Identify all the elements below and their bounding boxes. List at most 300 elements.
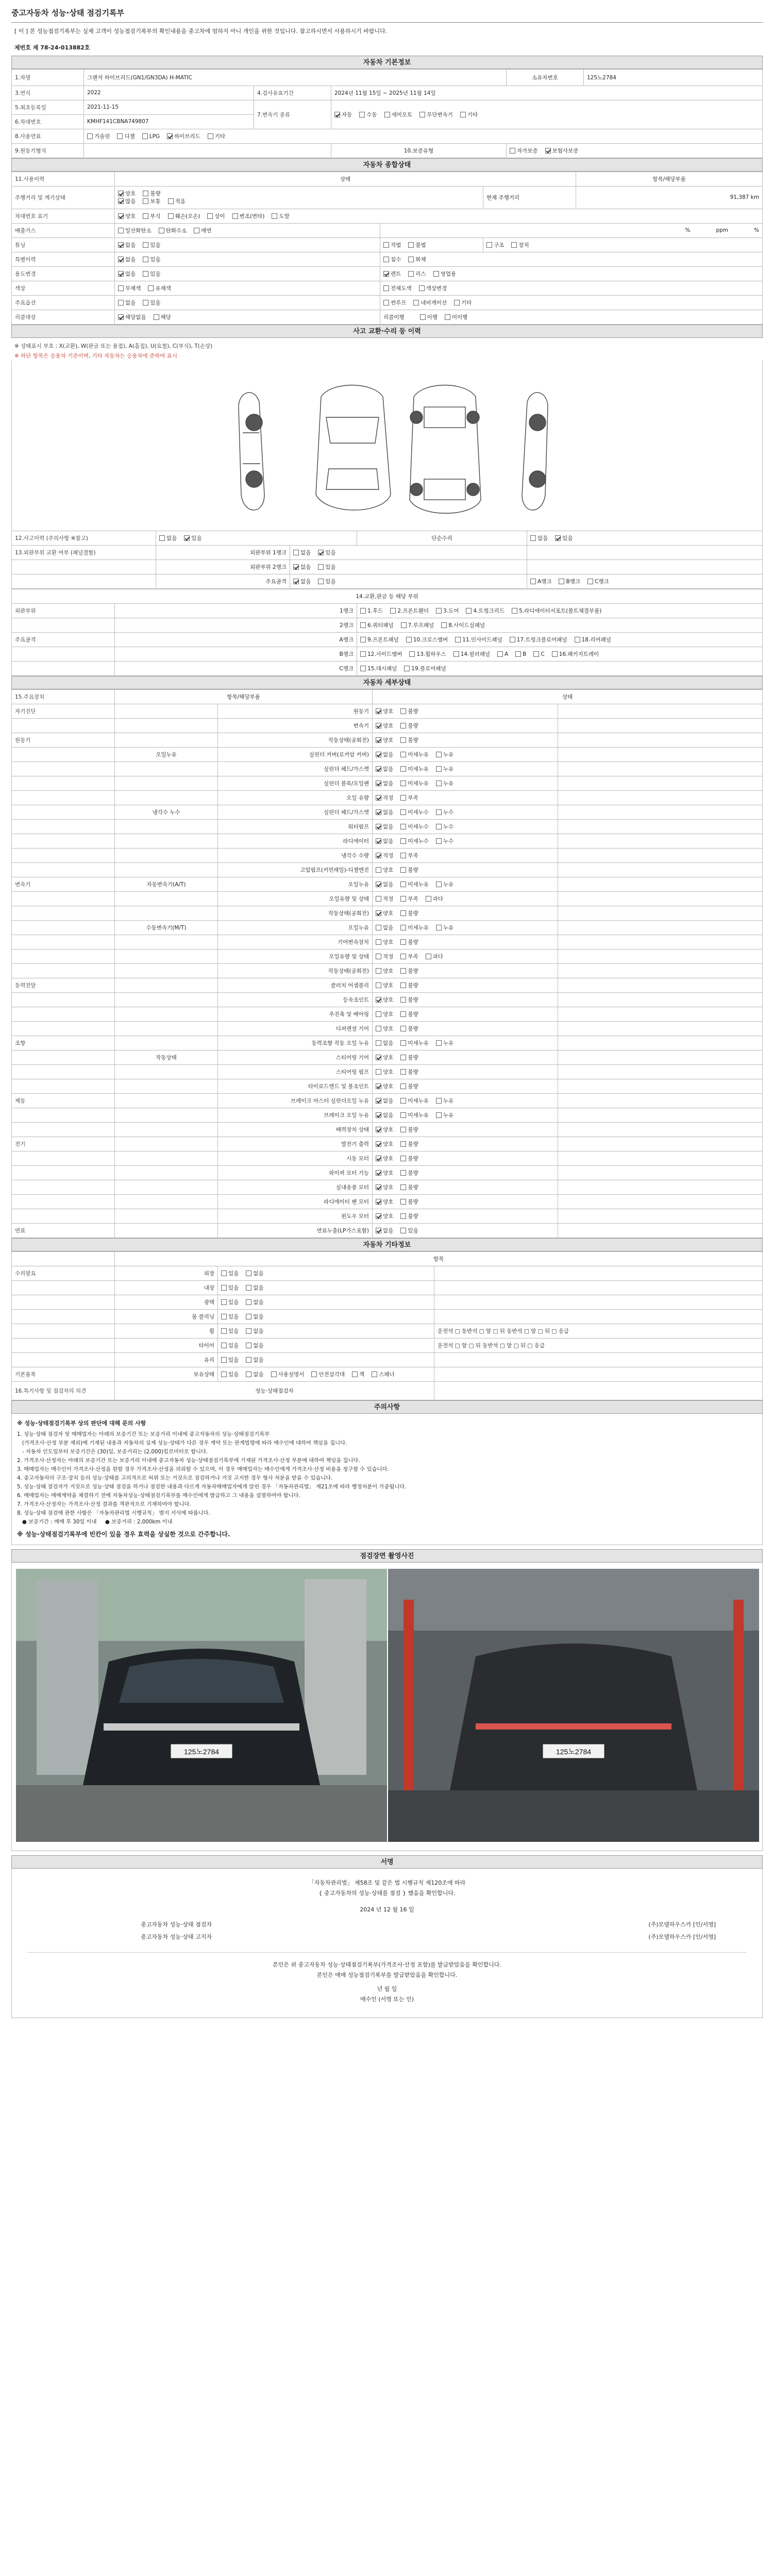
- damage-rank-option[interactable]: [559, 579, 580, 585]
- overall-right-option[interactable]: [511, 242, 529, 248]
- detail-options[interactable]: [373, 920, 558, 935]
- checkbox[interactable]: [118, 213, 124, 219]
- detail-options[interactable]: [373, 877, 558, 891]
- detail-options[interactable]: [373, 733, 558, 747]
- detail-option[interactable]: [376, 1055, 393, 1061]
- damage-option[interactable]: [159, 535, 177, 541]
- overall-option[interactable]: [143, 213, 160, 219]
- checkbox[interactable]: [221, 1270, 227, 1276]
- overall-sub-option[interactable]: [408, 271, 426, 277]
- detail-options[interactable]: [373, 1007, 558, 1021]
- checkbox[interactable]: [376, 982, 381, 988]
- part-option[interactable]: [360, 666, 397, 672]
- checkbox[interactable]: [376, 1141, 381, 1147]
- checkbox[interactable]: [376, 867, 381, 873]
- checkbox[interactable]: [400, 1083, 406, 1089]
- overall-option[interactable]: [118, 300, 136, 306]
- checkbox[interactable]: [376, 1026, 381, 1031]
- detail-option[interactable]: [376, 1228, 393, 1234]
- checkbox[interactable]: [271, 1371, 277, 1377]
- checkbox[interactable]: [400, 867, 406, 873]
- checkbox[interactable]: [510, 637, 515, 642]
- detail-options[interactable]: [373, 992, 558, 1007]
- part-option[interactable]: [360, 651, 402, 657]
- checkbox[interactable]: [87, 133, 93, 139]
- checkbox[interactable]: [376, 1127, 381, 1132]
- checkbox[interactable]: [383, 285, 389, 291]
- overall-option[interactable]: [118, 314, 146, 320]
- detail-option[interactable]: [426, 954, 443, 960]
- checkbox[interactable]: [318, 564, 324, 570]
- detail-option[interactable]: [376, 752, 393, 758]
- overall-sub-option[interactable]: [419, 285, 447, 292]
- checkbox[interactable]: [460, 112, 466, 117]
- detail-options[interactable]: [373, 1122, 558, 1137]
- checkbox[interactable]: [168, 198, 174, 204]
- detail-options[interactable]: [373, 718, 558, 733]
- part-option[interactable]: [441, 622, 485, 629]
- checkbox[interactable]: [221, 1371, 227, 1377]
- checkbox[interactable]: [436, 882, 442, 887]
- checkbox[interactable]: [376, 838, 381, 844]
- detail-option[interactable]: [376, 1156, 393, 1162]
- checkbox[interactable]: [419, 112, 425, 117]
- fuel-options-option[interactable]: [117, 133, 135, 140]
- other-option[interactable]: [271, 1371, 305, 1378]
- checkbox[interactable]: [400, 708, 406, 714]
- checkbox[interactable]: [511, 242, 517, 248]
- checkbox[interactable]: [575, 637, 580, 642]
- checkbox[interactable]: [400, 997, 406, 1003]
- detail-option[interactable]: [436, 838, 453, 844]
- checkbox[interactable]: [400, 1199, 406, 1205]
- part-options[interactable]: [357, 603, 763, 618]
- checkbox[interactable]: [409, 651, 415, 657]
- part-option[interactable]: [466, 608, 505, 614]
- overall-option[interactable]: [143, 242, 160, 248]
- overall-option[interactable]: [118, 257, 136, 263]
- part-option[interactable]: [406, 637, 448, 643]
- detail-option[interactable]: [436, 766, 453, 772]
- overall-option[interactable]: [118, 191, 136, 197]
- part-options[interactable]: [357, 618, 763, 632]
- checkbox[interactable]: [419, 285, 425, 291]
- detail-option[interactable]: [400, 1170, 418, 1176]
- checkbox[interactable]: [400, 809, 406, 815]
- checkbox[interactable]: [246, 1357, 251, 1363]
- transmission-options-option[interactable]: [460, 112, 478, 118]
- overall-options[interactable]: [115, 238, 380, 252]
- overall-option[interactable]: [168, 213, 200, 219]
- checkbox[interactable]: [118, 271, 124, 277]
- other-option[interactable]: [246, 1314, 263, 1320]
- checkbox[interactable]: [376, 925, 381, 930]
- detail-option[interactable]: [400, 1184, 418, 1191]
- detail-options[interactable]: [373, 906, 558, 920]
- checkbox[interactable]: [376, 795, 381, 801]
- checkbox[interactable]: [400, 1055, 406, 1060]
- checkbox[interactable]: [515, 651, 521, 657]
- checkbox[interactable]: [159, 535, 165, 541]
- checkbox[interactable]: [311, 1371, 317, 1377]
- detail-options[interactable]: [373, 963, 558, 978]
- checkbox[interactable]: [246, 1343, 251, 1348]
- overall-sub-option[interactable]: [408, 257, 426, 263]
- notifier-name[interactable]: (주)모델하우스카 [인/서명]: [648, 1933, 716, 1940]
- overall-sub-option[interactable]: [383, 300, 406, 306]
- checkbox[interactable]: [143, 198, 148, 204]
- detail-option[interactable]: [400, 1055, 418, 1061]
- checkbox[interactable]: [400, 1228, 406, 1233]
- detail-option[interactable]: [426, 896, 443, 902]
- checkbox[interactable]: [334, 112, 340, 117]
- overall-sub-options[interactable]: [380, 295, 763, 310]
- inspector-name[interactable]: (주)모델하우스카 [인/서명]: [648, 1921, 716, 1928]
- damage-rank-options[interactable]: [527, 574, 763, 588]
- checkbox[interactable]: [400, 1011, 406, 1017]
- checkbox[interactable]: [221, 1357, 227, 1363]
- detail-option[interactable]: [400, 1127, 418, 1133]
- overall-options[interactable]: [115, 252, 380, 266]
- checkbox[interactable]: [376, 896, 381, 902]
- checkbox[interactable]: [400, 1069, 406, 1075]
- detail-option[interactable]: [376, 1199, 393, 1205]
- checkbox[interactable]: [441, 622, 447, 628]
- checkbox[interactable]: [359, 112, 365, 117]
- other-options[interactable]: [218, 1367, 434, 1381]
- checkbox[interactable]: [376, 752, 381, 757]
- checkbox[interactable]: [207, 213, 213, 219]
- overall-sub-option[interactable]: [420, 314, 438, 320]
- detail-option[interactable]: [376, 1011, 393, 1018]
- overall-right-option[interactable]: [486, 242, 504, 248]
- checkbox[interactable]: [376, 1055, 381, 1060]
- detail-option[interactable]: [376, 939, 393, 945]
- checkbox[interactable]: [142, 133, 148, 139]
- checkbox[interactable]: [400, 752, 406, 757]
- checkbox[interactable]: [168, 213, 174, 219]
- detail-options[interactable]: [373, 848, 558, 862]
- overall-options[interactable]: [115, 310, 380, 324]
- checkbox[interactable]: [293, 579, 299, 584]
- overall-option[interactable]: [168, 198, 186, 205]
- detail-options[interactable]: [373, 1108, 558, 1122]
- checkbox[interactable]: [400, 896, 406, 902]
- overall-sub-option[interactable]: [408, 242, 426, 248]
- part-option[interactable]: [533, 651, 544, 657]
- checkbox[interactable]: [406, 637, 412, 642]
- checkbox[interactable]: [400, 1098, 406, 1104]
- checkbox[interactable]: [376, 1069, 381, 1075]
- checkbox[interactable]: [376, 781, 381, 786]
- overall-option[interactable]: [232, 213, 265, 219]
- checkbox[interactable]: [376, 1156, 381, 1161]
- part-option[interactable]: [436, 608, 459, 614]
- checkbox[interactable]: [376, 1098, 381, 1104]
- damage-option[interactable]: [318, 550, 335, 556]
- checkbox[interactable]: [400, 1026, 406, 1031]
- detail-option[interactable]: [376, 1040, 393, 1046]
- checkbox[interactable]: [376, 766, 381, 772]
- checkbox[interactable]: [376, 809, 381, 815]
- detail-option[interactable]: [400, 882, 429, 888]
- checkbox[interactable]: [376, 968, 381, 974]
- detail-options[interactable]: [373, 1194, 558, 1209]
- checkbox[interactable]: [445, 314, 450, 320]
- checkbox[interactable]: [360, 637, 366, 642]
- other-options[interactable]: [218, 1266, 434, 1280]
- checkbox[interactable]: [400, 723, 406, 728]
- fuel-options-option[interactable]: [208, 133, 225, 140]
- other-option[interactable]: [352, 1371, 364, 1378]
- checkbox[interactable]: [545, 148, 551, 154]
- checkbox[interactable]: [400, 1127, 406, 1132]
- detail-options[interactable]: [373, 776, 558, 790]
- other-option[interactable]: [221, 1299, 239, 1306]
- overall-options[interactable]: [115, 223, 380, 238]
- detail-options[interactable]: [373, 1151, 558, 1165]
- warranty-options-option[interactable]: [510, 148, 538, 154]
- checkbox[interactable]: [426, 896, 431, 902]
- detail-option[interactable]: [400, 708, 418, 715]
- overall-sub-option[interactable]: [413, 300, 447, 306]
- overall-option[interactable]: [194, 228, 211, 234]
- checkbox[interactable]: [400, 795, 406, 801]
- checkbox[interactable]: [118, 191, 124, 196]
- detail-option[interactable]: [400, 1040, 429, 1046]
- checkbox[interactable]: [400, 982, 406, 988]
- checkbox[interactable]: [221, 1285, 227, 1291]
- checkbox[interactable]: [512, 608, 517, 614]
- checkbox[interactable]: [372, 1371, 377, 1377]
- part-option[interactable]: [497, 651, 508, 657]
- checkbox[interactable]: [143, 257, 148, 262]
- detail-option[interactable]: [400, 723, 418, 729]
- checkbox[interactable]: [159, 228, 164, 233]
- damage-options[interactable]: [156, 531, 357, 545]
- checkbox[interactable]: [510, 148, 515, 154]
- overall-sub-options[interactable]: [380, 281, 763, 295]
- checkbox[interactable]: [436, 1098, 442, 1104]
- checkbox[interactable]: [154, 314, 159, 320]
- other-option[interactable]: [246, 1285, 263, 1291]
- detail-options[interactable]: [373, 747, 558, 761]
- overall-options[interactable]: [115, 295, 380, 310]
- checkbox[interactable]: [246, 1270, 251, 1276]
- checkbox[interactable]: [400, 1213, 406, 1219]
- checkbox[interactable]: [352, 1371, 358, 1377]
- checkbox[interactable]: [376, 954, 381, 959]
- checkbox[interactable]: [293, 550, 299, 555]
- other-option[interactable]: [221, 1285, 239, 1291]
- inspection-photo-front[interactable]: [16, 1569, 387, 1842]
- damage-options[interactable]: [290, 574, 527, 588]
- checkbox[interactable]: [383, 257, 389, 262]
- overall-option[interactable]: [118, 228, 152, 234]
- detail-option[interactable]: [376, 1184, 393, 1191]
- detail-options[interactable]: [373, 1137, 558, 1151]
- checkbox[interactable]: [408, 257, 414, 262]
- checkbox[interactable]: [376, 882, 381, 887]
- checkbox[interactable]: [400, 853, 406, 858]
- overall-option[interactable]: [272, 213, 289, 219]
- checkbox[interactable]: [587, 579, 593, 584]
- detail-option[interactable]: [376, 838, 393, 844]
- checkbox[interactable]: [376, 1170, 381, 1176]
- detail-options[interactable]: [373, 949, 558, 963]
- detail-options[interactable]: [373, 790, 558, 805]
- detail-options[interactable]: [373, 1180, 558, 1194]
- part-option[interactable]: [360, 608, 383, 614]
- damage-rank-options[interactable]: [527, 545, 763, 560]
- detail-options[interactable]: [373, 1050, 558, 1064]
- detail-option[interactable]: [376, 1170, 393, 1176]
- checkbox[interactable]: [118, 300, 124, 306]
- checkbox[interactable]: [400, 1170, 406, 1176]
- other-option[interactable]: [311, 1371, 345, 1378]
- damage-right-options[interactable]: [527, 531, 763, 545]
- overall-option[interactable]: [118, 271, 136, 277]
- buyer-signature[interactable]: 매수인 (서명 또는 인): [360, 1996, 414, 2003]
- checkbox[interactable]: [376, 737, 381, 743]
- checkbox[interactable]: [400, 838, 406, 844]
- checkbox[interactable]: [118, 242, 124, 248]
- detail-option[interactable]: [400, 939, 418, 945]
- detail-option[interactable]: [376, 997, 393, 1003]
- damage-rank-option[interactable]: [530, 579, 551, 585]
- part-option[interactable]: [453, 651, 490, 657]
- detail-option[interactable]: [376, 968, 393, 974]
- detail-option[interactable]: [376, 925, 393, 931]
- overall-option[interactable]: [207, 213, 225, 219]
- part-option[interactable]: [401, 622, 434, 629]
- detail-options[interactable]: [373, 834, 558, 848]
- checkbox[interactable]: [530, 579, 536, 584]
- detail-option[interactable]: [400, 1141, 418, 1147]
- checkbox[interactable]: [376, 1213, 381, 1219]
- detail-option[interactable]: [436, 1098, 453, 1104]
- detail-option[interactable]: [376, 1141, 393, 1147]
- checkbox[interactable]: [118, 198, 124, 204]
- transmission-options[interactable]: [331, 100, 763, 129]
- checkbox[interactable]: [376, 723, 381, 728]
- checkbox[interactable]: [246, 1285, 251, 1291]
- checkbox[interactable]: [246, 1299, 251, 1305]
- part-option[interactable]: [409, 651, 446, 657]
- detail-option[interactable]: [400, 954, 418, 960]
- inspection-photo-rear[interactable]: [388, 1569, 759, 1842]
- other-option[interactable]: [221, 1328, 239, 1334]
- checkbox[interactable]: [376, 853, 381, 858]
- detail-option[interactable]: [400, 781, 429, 787]
- checkbox[interactable]: [221, 1328, 227, 1334]
- checkbox[interactable]: [466, 608, 472, 614]
- checkbox[interactable]: [400, 954, 406, 959]
- detail-options[interactable]: [373, 1021, 558, 1036]
- checkbox[interactable]: [436, 1040, 442, 1046]
- overall-options[interactable]: [115, 209, 763, 223]
- checkbox[interactable]: [552, 651, 558, 657]
- detail-option[interactable]: [376, 809, 393, 816]
- damage-right-option[interactable]: [530, 535, 548, 541]
- detail-option[interactable]: [376, 766, 393, 772]
- detail-option[interactable]: [376, 781, 393, 787]
- other-option[interactable]: [246, 1270, 263, 1277]
- other-options[interactable]: [218, 1295, 434, 1309]
- detail-option[interactable]: [400, 1069, 418, 1075]
- detail-option[interactable]: [436, 752, 453, 758]
- checkbox[interactable]: [383, 300, 389, 306]
- other-options[interactable]: [218, 1280, 434, 1295]
- part-option[interactable]: [390, 608, 429, 614]
- overall-option[interactable]: [118, 213, 136, 219]
- overall-sub-option[interactable]: [433, 271, 456, 277]
- other-option[interactable]: [246, 1299, 263, 1306]
- checkbox[interactable]: [400, 910, 406, 916]
- part-option[interactable]: [515, 651, 526, 657]
- checkbox[interactable]: [455, 637, 461, 642]
- part-option[interactable]: [510, 637, 567, 643]
- checkbox[interactable]: [221, 1343, 227, 1348]
- overall-sub-option[interactable]: [383, 285, 412, 292]
- part-option[interactable]: [360, 637, 399, 643]
- damage-option[interactable]: [293, 564, 311, 570]
- other-option[interactable]: [221, 1314, 239, 1320]
- checkbox[interactable]: [404, 666, 410, 671]
- detail-option[interactable]: [400, 968, 418, 974]
- overall-option[interactable]: [118, 285, 141, 292]
- detail-option[interactable]: [436, 781, 453, 787]
- part-option[interactable]: [404, 666, 446, 672]
- checkbox[interactable]: [184, 535, 190, 541]
- checkbox[interactable]: [118, 257, 124, 262]
- checkbox[interactable]: [413, 300, 419, 306]
- checkbox[interactable]: [555, 535, 561, 541]
- checkbox[interactable]: [486, 242, 492, 248]
- checkbox[interactable]: [420, 314, 426, 320]
- checkbox[interactable]: [400, 781, 406, 786]
- detail-option[interactable]: [376, 982, 393, 989]
- checkbox[interactable]: [118, 285, 124, 291]
- checkbox[interactable]: [318, 579, 324, 584]
- checkbox[interactable]: [318, 550, 324, 555]
- checkbox[interactable]: [208, 133, 213, 139]
- checkbox[interactable]: [401, 622, 407, 628]
- overall-sub-option[interactable]: [454, 300, 472, 306]
- checkbox[interactable]: [454, 300, 460, 306]
- detail-option[interactable]: [400, 853, 418, 859]
- other-option[interactable]: [246, 1357, 263, 1363]
- checkbox[interactable]: [436, 925, 442, 930]
- checkbox[interactable]: [426, 954, 431, 959]
- detail-option[interactable]: [436, 1112, 453, 1118]
- checkbox[interactable]: [400, 1184, 406, 1190]
- detail-option[interactable]: [376, 1127, 393, 1133]
- overall-option[interactable]: [154, 314, 171, 320]
- checkbox[interactable]: [360, 666, 366, 671]
- overall-sub-option[interactable]: [383, 242, 401, 248]
- detail-option[interactable]: [400, 1156, 418, 1162]
- part-option[interactable]: [360, 622, 394, 629]
- checkbox[interactable]: [117, 133, 123, 139]
- overall-option[interactable]: [118, 242, 136, 248]
- detail-options[interactable]: [373, 1079, 558, 1093]
- detail-options[interactable]: [373, 761, 558, 776]
- detail-option[interactable]: [400, 982, 418, 989]
- detail-options[interactable]: [373, 891, 558, 906]
- checkbox[interactable]: [272, 213, 277, 219]
- checkbox[interactable]: [376, 997, 381, 1003]
